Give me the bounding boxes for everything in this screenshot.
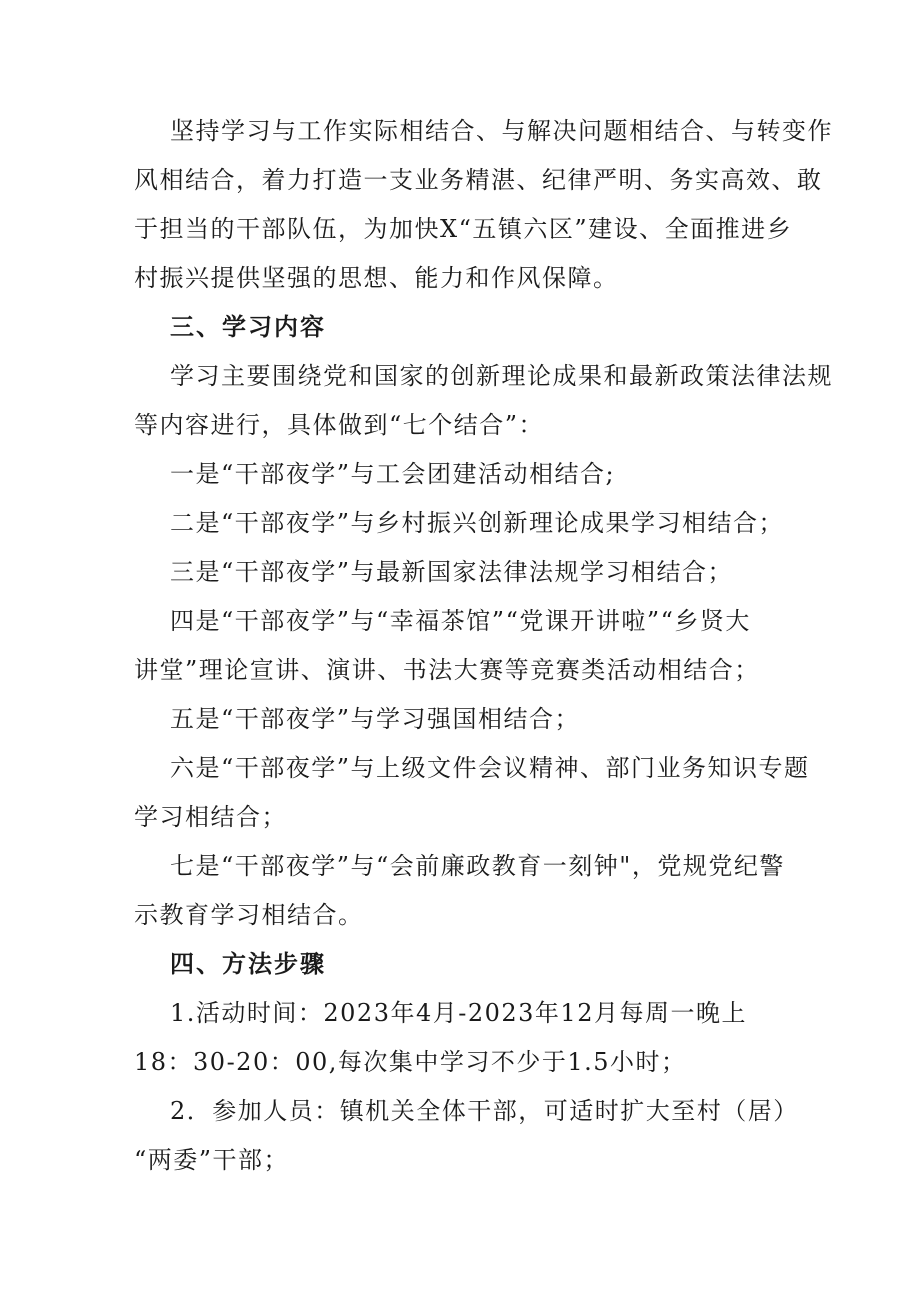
list-item: 一是“干部夜学”与工会团建活动相结合; [170, 460, 616, 488]
paragraph-line: 坚持学习与工作实际相结合、与解决问题相结合、与转变作 [170, 117, 833, 145]
list-item: 三是“干部夜学”与最新国家法律法规学习相结合； [170, 558, 734, 586]
paragraph-line: 学习主要围绕党和国家的创新理论成果和最新政策法律法规 [170, 362, 833, 390]
paragraph-line: 于担当的干部队伍，为加快X“五镇六区”建设、全面推进乡 [134, 215, 793, 243]
list-item: 六是“干部夜学”与上级文件会议精神、部门业务知识专题 [170, 754, 810, 782]
list-item-continuation: 讲堂”理论宣讲、演讲、书法大赛等竞赛类活动相结合； [134, 656, 760, 684]
step-item-continuation: 18：30-20：00,每次集中学习不少于1.5小时； [134, 1048, 687, 1076]
section-heading-methods-steps: 四、方法步骤 [170, 950, 326, 978]
step-item: 2．参加人员：镇机关全体干部，可适时扩大至村（居） [170, 1097, 799, 1125]
list-item: 四是“干部夜学”与“幸福茶馆”“党课开讲啦”“乡贤大 [170, 607, 751, 635]
list-item: 二是“干部夜学”与乡村振兴创新理论成果学习相结合； [170, 509, 785, 537]
document-body [134, 107, 833, 1185]
step-item: 1.活动时间：2023年4月-2023年12月每周一晚上 [170, 999, 747, 1027]
list-item: 五是“干部夜学”与学习强国相结合； [170, 705, 581, 733]
list-item: 七是“干部夜学”与“会前廉政教育一刻钟"，党规党纪警 [170, 852, 785, 880]
paragraph-line: 风相结合，着力打造一支业务精湛、纪律严明、务实高效、敢 [134, 166, 823, 194]
list-item-continuation: 示教育学习相结合。 [134, 901, 364, 929]
paragraph-line: 村振兴提供坚强的思想、能力和作风保障。 [134, 264, 619, 292]
step-item-continuation: “两委”干部； [134, 1146, 290, 1174]
section-heading-learning-content: 三、学习内容 [170, 313, 326, 341]
paragraph-line: 等内容进行，具体做到“七个结合”： [134, 411, 545, 439]
list-item-continuation: 学习相结合； [134, 803, 287, 831]
